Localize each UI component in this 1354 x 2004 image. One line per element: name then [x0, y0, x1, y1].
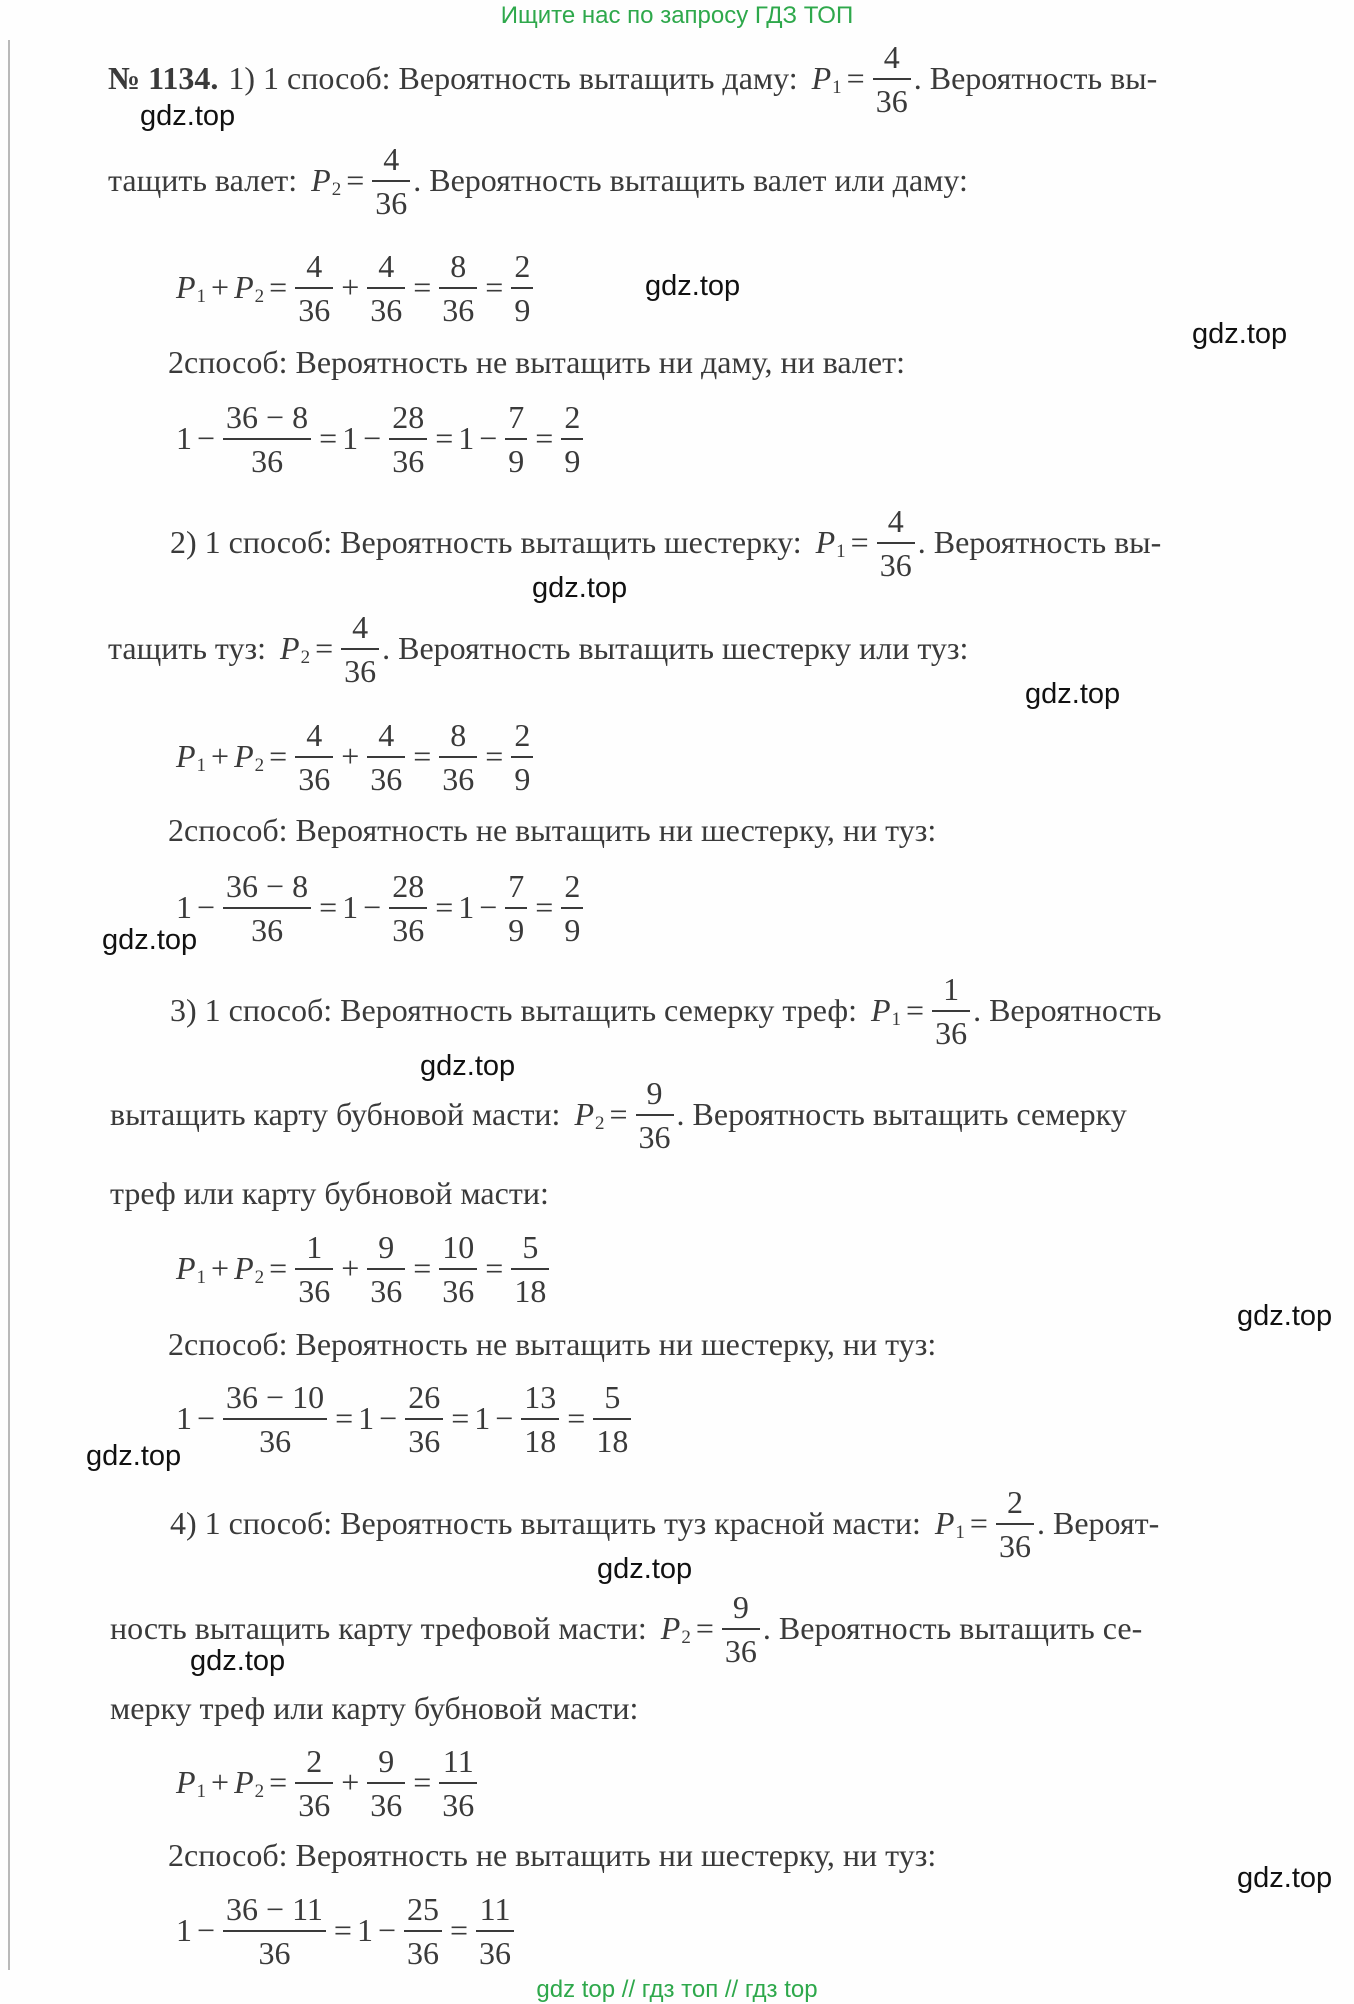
part2-line2: тащить туз: $P_2$ = $\frac{4}{36}$ . Вероятность вытащить шестерку или туз:	[108, 608, 969, 689]
part2-method2: 2способ: Вероятность не вытащить ни шестерку, ни туз:	[168, 812, 937, 848]
part1-line2: тащить валет: $P_2$ = $\frac{4}{36}$ . Вероятность вытащить валет или даму:	[108, 140, 968, 221]
part4-line1: 4) 1 способ: Вероятность вытащить туз красной масти: $P_1$ = $\frac{2}{36}$ . Вероят-	[170, 1483, 1160, 1564]
watermark: gdz.top	[532, 572, 628, 604]
watermark: gdz.top	[645, 270, 741, 302]
watermark: gdz.top	[1237, 1300, 1333, 1332]
formula-sum-3: $P_1$ + $P_2$ = $\frac{1}{36}$ + $\frac{9}{36}$ = $\frac{10}{36}$ = $\frac{5}{18}$	[176, 1268, 552, 1269]
watermark: gdz.top	[1192, 318, 1288, 350]
watermark: gdz.top	[1237, 1862, 1333, 1894]
fraction: $\frac{4}{36}$	[873, 41, 911, 117]
part4-method2: 2способ: Вероятность не вытащить ни шестерку, ни туз:	[168, 1837, 937, 1873]
banner-text: Ищите нас по запросу ГДЗ ТОП	[500, 2, 854, 29]
part1-method2: 2способ: Вероятность не вытащить ни даму, ни валет:	[168, 344, 905, 380]
part2-line1: 2) 1 способ: Вероятность вытащить шестерку: $P_1$ = $\frac{4}{36}$ . Вероятность вы-	[170, 502, 1162, 583]
part3-line2: вытащить карту бубновой масти: $P_2$ = $\frac{9}{36}$ . Вероятность вытащить семерку	[110, 1074, 1127, 1155]
formula-sum-1: $P_1$ + $P_2$ = $\frac{4}{36}$ + $\frac{4}{36}$ = $\frac{8}{36}$ = $\frac{2}{9}$	[176, 287, 536, 288]
formula-complement-1: 1 − $\frac{36 - 8}{36}$ = 1 − $\frac{28}{36}$ = 1 − $\frac{7}{9}$ = $\frac{2}{9}$	[176, 438, 586, 439]
part3-method2: 2способ: Вероятность не вытащить ни шестерку, ни туз:	[168, 1326, 937, 1362]
probability-var: $P_1$	[811, 60, 842, 98]
formula-complement-2: 1 − $\frac{36 - 8}{36}$ = 1 − $\frac{28}{36}$ = 1 − $\frac{7}{9}$ = $\frac{2}{9}$	[176, 907, 586, 908]
problem-number: № 1134.	[108, 60, 219, 96]
watermark: gdz.top	[597, 1553, 693, 1585]
part4-line3: мерку треф или карту бубновой масти:	[110, 1690, 639, 1726]
formula-complement-3: 1 − $\frac{36 - 10}{36}$ = 1 − $\frac{26}{36}$ = 1 − $\frac{13}{18}$ = $\frac{5}{18}$	[176, 1418, 634, 1419]
fraction: $\frac{4}{36}$	[372, 143, 410, 219]
part3-line3: треф или карту бубновой масти:	[110, 1175, 549, 1211]
formula-sum-4: $P_1$ + $P_2$ = $\frac{2}{36}$ + $\frac{9}{36}$ = $\frac{11}{36}$	[176, 1782, 480, 1783]
footer-text: gdz top // гдз топ // гдз top	[536, 1976, 818, 2003]
page-edge	[8, 40, 10, 1970]
watermark: gdz.top	[140, 100, 236, 132]
part3-line1: 3) 1 способ: Вероятность вытащить семерку треф: $P_1$ = $\frac{1}{36}$ . Вероятность	[170, 970, 1162, 1051]
part4-line2: ность вытащить карту трефовой масти: $P_2$ = $\frac{9}{36}$ . Вероятность вытащить се-	[110, 1588, 1143, 1669]
watermark: gdz.top	[102, 924, 198, 956]
part1-line1: № 1134. 1) 1 способ: Вероятность вытащить даму: $P_1$ = $\frac{4}{36}$ . Вероятность вы-	[108, 38, 1158, 119]
formula-sum-2: $P_1$ + $P_2$ = $\frac{4}{36}$ + $\frac{4}{36}$ = $\frac{8}{36}$ = $\frac{2}{9}$	[176, 756, 536, 757]
watermark: gdz.top	[190, 1645, 286, 1677]
watermark: gdz.top	[1025, 678, 1121, 710]
formula-complement-4: 1 − $\frac{36 - 11}{36}$ = 1 − $\frac{25}{36}$ = $\frac{11}{36}$	[176, 1930, 517, 1931]
watermark: gdz.top	[420, 1050, 516, 1082]
watermark: gdz.top	[86, 1440, 182, 1472]
